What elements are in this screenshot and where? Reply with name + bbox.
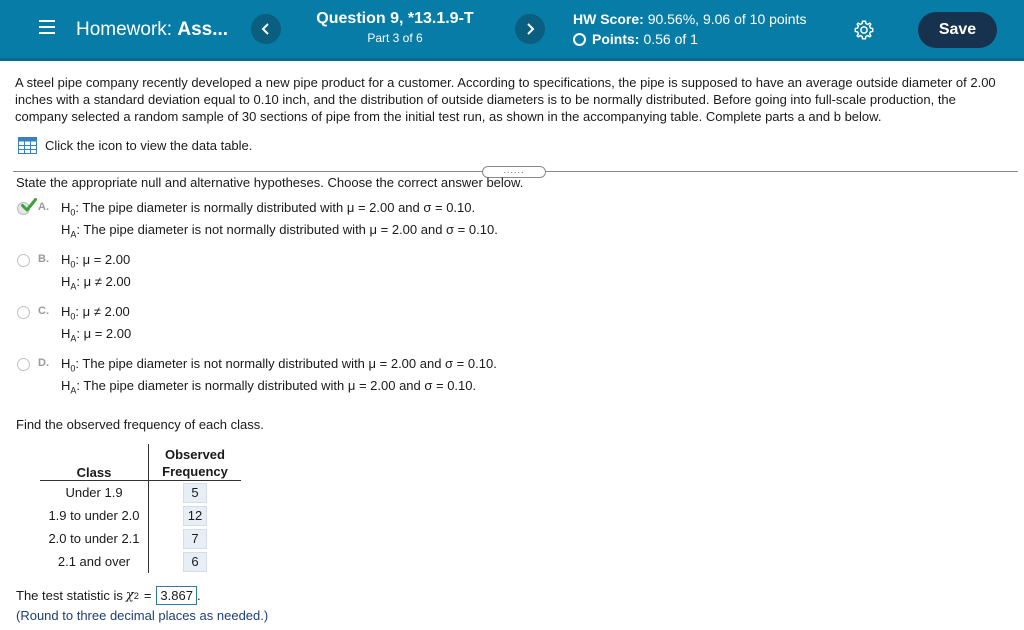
problem-statement: A steel pipe company recently developed a new pipe product for a customer. According to specifications, the pipe is supposed to have an average outside diameter of 2.00 inches with a standard deviation equal to 0.10 inch, and the distribution of outside diameters is to be normally distributed. Before going into full-scale production, the company selected a random sample of 30 sections of pipe from the initial test run, as shown in the accompanying table. Complete parts a and b below. <box>15 75 996 124</box>
option-letter: B. <box>38 253 49 265</box>
frequency-prompt: Find the observed frequency of each class. <box>16 417 264 432</box>
column-header-class: Class <box>40 444 149 481</box>
alternative-hypothesis: $H_A$: μ = 2.00 <box>61 326 132 344</box>
observed-value[interactable]: 5 <box>183 483 207 503</box>
table-grid-icon[interactable] <box>18 137 37 154</box>
class-cell: 2.1 and over <box>40 550 149 573</box>
alternative-hypothesis-text: : μ = 2.00 <box>76 326 132 341</box>
table-row <box>40 504 241 527</box>
next-question-button[interactable] <box>515 14 545 44</box>
homework-label: Homework: <box>76 19 173 40</box>
observed-cell <box>149 504 242 527</box>
table-row <box>40 550 241 573</box>
table-row <box>40 481 241 505</box>
homework-name: Ass... <box>177 19 229 40</box>
option-b[interactable] <box>16 252 216 294</box>
view-data-table-link[interactable] <box>18 137 252 154</box>
chi-symbol: χ <box>125 588 134 603</box>
observed-cell <box>149 550 242 573</box>
null-hypothesis-text: : μ = 2.00 <box>75 252 131 267</box>
observed-value[interactable]: 7 <box>183 529 207 549</box>
alternative-hypothesis: $H_A$: The pipe diameter is not normally distributed with μ = 2.00 and σ = 0.10. <box>61 222 498 240</box>
null-hypothesis: $H_0$: The pipe diameter is normally distributed with μ = 2.00 and σ = 0.10. <box>61 200 476 218</box>
equals-sign: = <box>143 588 152 603</box>
gear-icon[interactable] <box>853 19 875 41</box>
points-label: Points: <box>592 31 640 47</box>
alternative-hypothesis-text: : The pipe diameter is not normally distributed with μ = 2.00 and σ = 0.10. <box>76 222 498 237</box>
class-cell: 2.0 to under 2.1 <box>40 527 149 550</box>
hw-score <box>573 11 806 27</box>
null-hypothesis: $H_0$: The pipe diameter is not normally distributed with μ = 2.00 and σ = 0.10. <box>61 356 497 374</box>
alternative-hypothesis: $H_A$: The pipe diameter is normally distributed with μ = 2.00 and σ = 0.10. <box>61 378 477 396</box>
question-part: Part 3 of 6 <box>367 31 423 45</box>
expand-collapse-button[interactable]: ...... <box>482 166 546 178</box>
null-hypothesis-text: : The pipe diameter is not normally distributed with μ = 2.00 and σ = 0.10. <box>75 356 497 371</box>
points-value: 0.56 of 1 <box>643 31 698 47</box>
radio-option-c[interactable] <box>17 306 30 319</box>
class-cell: Under 1.9 <box>40 481 149 505</box>
null-hypothesis: $H_0$: μ ≠ 2.00 <box>61 304 130 322</box>
column-header-observed-line1: Observed <box>165 447 225 462</box>
hamburger-menu-icon[interactable] <box>39 20 55 34</box>
question-points <box>573 31 698 47</box>
hypotheses-prompt: State the appropriate null and alternative hypotheses. Choose the correct answer below. <box>16 175 524 190</box>
option-letter: A. <box>38 201 49 213</box>
observed-cell <box>149 527 242 550</box>
column-header-observed-line2: Frequency <box>162 464 228 479</box>
previous-question-button[interactable] <box>251 14 281 44</box>
option-letter: C. <box>38 305 49 317</box>
save-button[interactable]: Save <box>918 12 997 48</box>
null-hypothesis: $H_0$: μ = 2.00 <box>61 252 131 270</box>
radio-option-d[interactable] <box>17 358 30 371</box>
chevron-left-icon <box>261 23 271 35</box>
chi-power: 2 <box>133 590 139 601</box>
chevron-right-icon <box>525 23 535 35</box>
observed-value[interactable]: 6 <box>183 552 207 572</box>
header-accent-line <box>0 58 1024 61</box>
view-data-table-label: Click the icon to view the data table. <box>45 138 253 153</box>
radio-option-b[interactable] <box>17 254 30 267</box>
option-letter: D. <box>38 357 49 369</box>
column-header-observed <box>149 444 242 481</box>
observed-frequency-table <box>40 444 241 573</box>
null-hypothesis-text: : μ ≠ 2.00 <box>75 304 130 319</box>
option-c[interactable] <box>16 304 216 346</box>
alternative-hypothesis-text: : μ ≠ 2.00 <box>76 274 131 289</box>
top-bar <box>0 0 1024 61</box>
observed-value[interactable]: 12 <box>183 506 207 526</box>
homework-title[interactable] <box>76 19 228 41</box>
hw-score-value: 90.56%, 9.06 of 10 points <box>647 11 807 27</box>
hw-score-label: HW Score: <box>573 11 644 27</box>
class-cell: 1.9 to under 2.0 <box>40 504 149 527</box>
checkmark-icon <box>21 198 37 212</box>
statistic-period: . <box>196 588 201 603</box>
test-statistic-input[interactable]: 3.867 <box>156 586 197 605</box>
alternative-hypothesis-text: : The pipe diameter is normally distributed with μ = 2.00 and σ = 0.10. <box>76 378 477 393</box>
observed-cell <box>149 481 242 505</box>
test-statistic-line <box>16 586 201 605</box>
option-d[interactable] <box>16 356 536 398</box>
rounding-note: (Round to three decimal places as needed.) <box>16 608 269 623</box>
option-a[interactable] <box>16 200 536 242</box>
question-title: Question 9, *13.1.9-T <box>316 10 474 27</box>
points-circle-icon <box>573 33 586 46</box>
table-row <box>40 527 241 550</box>
alternative-hypothesis: $H_A$: μ ≠ 2.00 <box>61 274 131 292</box>
test-statistic-prefix: The test statistic is <box>16 588 123 603</box>
null-hypothesis-text: : The pipe diameter is normally distributed with μ = 2.00 and σ = 0.10. <box>75 200 476 215</box>
